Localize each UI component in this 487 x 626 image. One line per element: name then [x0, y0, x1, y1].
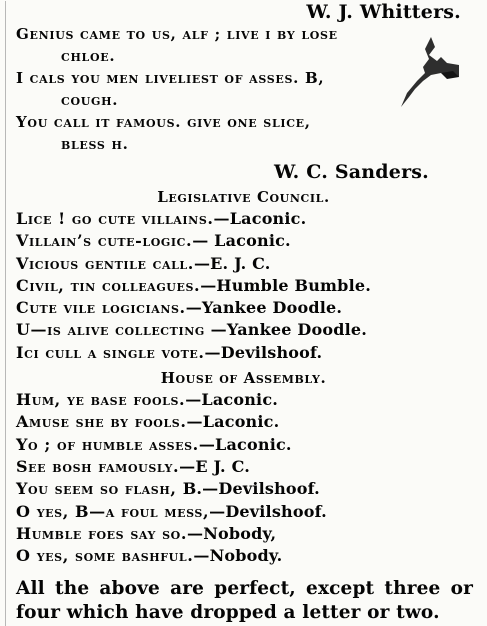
list-item	[16, 523, 481, 545]
anagram-text: Cute vile logicians.	[16, 298, 186, 318]
list-item	[16, 208, 481, 230]
answer-text: —Devilshoof.	[204, 342, 323, 362]
answer-text: —Humble Bumble.	[200, 275, 371, 295]
anagram-text: See bosh famously.	[16, 456, 180, 476]
anagram-text: You seem so flash,	[16, 479, 183, 499]
anagram-text: Vicious gentile call.	[16, 253, 194, 273]
section-title-council: Legislative Council.	[157, 188, 330, 206]
list-item	[16, 434, 481, 456]
list-item	[16, 545, 481, 567]
answer-text: —Laconic.	[186, 412, 280, 432]
list-item	[16, 501, 481, 523]
anagram-text: Lice ! go cute villains.	[16, 209, 214, 228]
riddle-entry: You call it famous. give one slice,	[16, 113, 311, 131]
anagram-text: Hum, ye base fools.	[16, 390, 186, 410]
assembly-list	[16, 389, 481, 567]
newspaper-clipping	[0, 1, 487, 626]
anagram-text: Amuse she by fools.	[16, 412, 187, 432]
anagram-text: Humble foes say so.	[16, 523, 188, 543]
answer-text: —Nobody,	[187, 523, 277, 543]
answer-text: —Laconic.	[198, 434, 292, 454]
answer-text: —Laconic.	[185, 390, 279, 410]
section-title-assembly: House of Assembly.	[160, 369, 327, 388]
anagram-text: Ici cull a single vote.	[16, 342, 205, 362]
anagram-text: Yo ; of humble asses.	[16, 434, 199, 454]
answer-text: —E J. C.	[179, 456, 250, 476]
signature-whitters: W. J. Whitters.	[306, 1, 461, 23]
list-item	[16, 478, 481, 500]
anagram-text: U—is alive collecting	[16, 320, 205, 340]
answer-text: — Laconic.	[192, 231, 291, 251]
list-item	[16, 389, 481, 411]
column-rule	[5, 1, 6, 626]
answer-text: —Yankee Doodle.	[204, 320, 368, 340]
anagram-text: O yes, some bashful.	[16, 546, 194, 566]
answer-text: —Yankee Doodle.	[185, 298, 343, 318]
closing-note: All the above are perfect, except three or four which have dropped a letter or two.	[16, 578, 473, 624]
list-item	[16, 275, 481, 297]
anagram-text: Civil, tin colleagues.	[16, 275, 201, 295]
anagram-text: O yes, B—a foul mess,	[16, 501, 210, 521]
riddle-entry-continuation: cough.	[61, 91, 119, 109]
answer-text: —Laconic.	[213, 209, 307, 228]
list-item	[16, 456, 481, 478]
list-item	[16, 319, 481, 341]
anagram-text: Villain’s cute-logic.	[16, 231, 193, 251]
list-item	[16, 253, 481, 275]
council-list	[16, 208, 481, 364]
answer-text: —Nobody.	[193, 546, 283, 566]
list-item	[16, 297, 481, 319]
answer-text: B.—Devilshoof.	[182, 479, 320, 499]
riddle-entry: I cals you men liveliest of asses. B,	[16, 69, 325, 87]
riddle-entry-continuation: chloe.	[61, 47, 116, 65]
list-item	[16, 230, 481, 252]
riddle-entry-continuation: bless h.	[61, 135, 129, 153]
answer-text: —E. J. C.	[193, 253, 271, 273]
torn-paper-damage	[401, 37, 459, 107]
list-item	[16, 411, 481, 433]
list-item	[16, 342, 481, 364]
riddle-entry: Genius came to us, alf ; live i by lose	[16, 25, 338, 43]
signature-sanders: W. C. Sanders.	[274, 161, 429, 183]
answer-text: —Devilshoof.	[209, 501, 327, 521]
